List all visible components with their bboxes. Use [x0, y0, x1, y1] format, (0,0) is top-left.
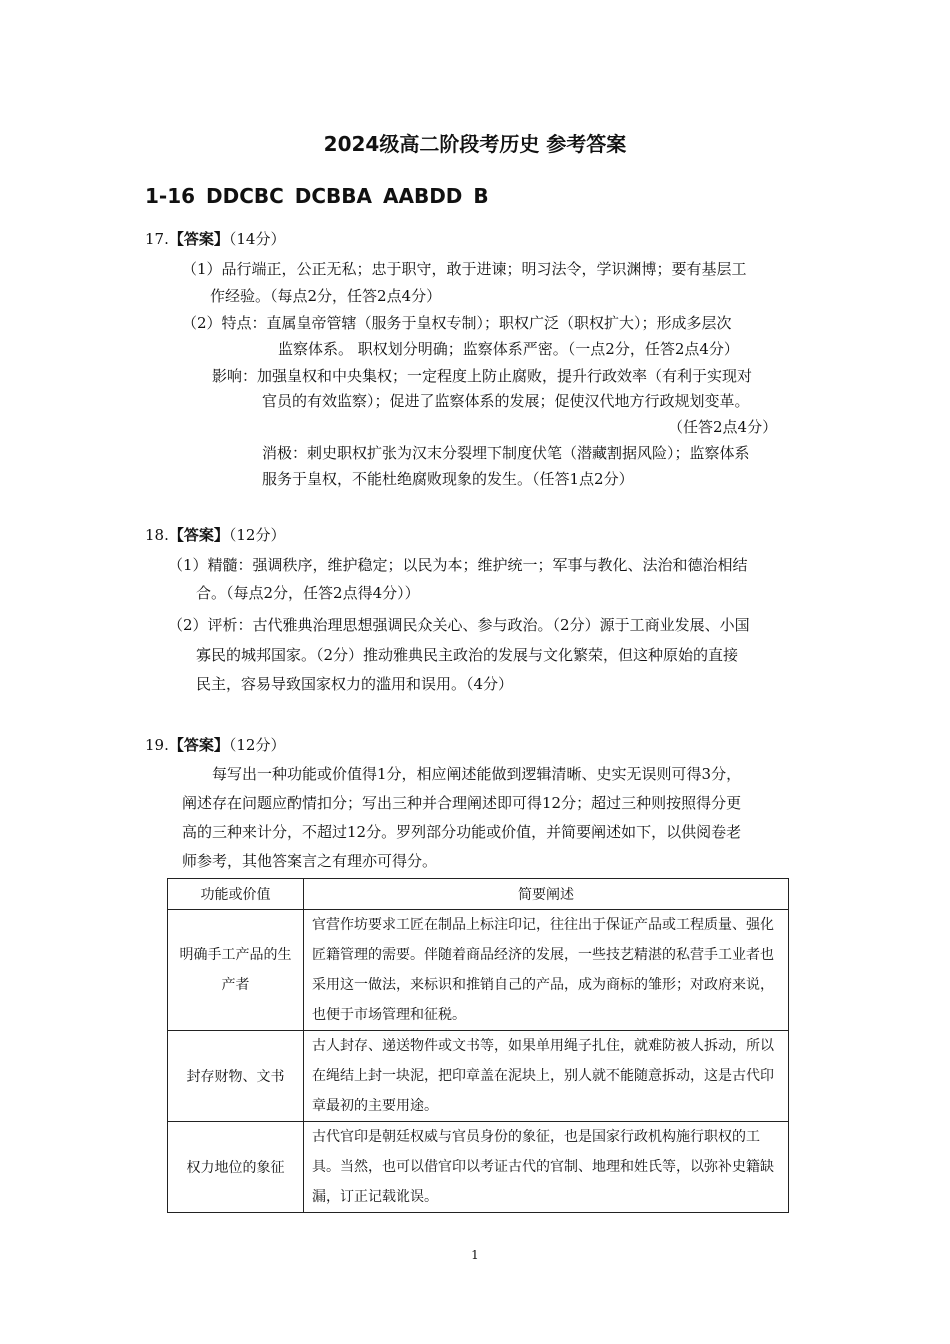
table-header-description: 简要阐述: [304, 879, 789, 910]
page-title: 2024级高二阶段考历史 参考答案: [323, 132, 627, 156]
q17-impact-line3: （任答2点4分）: [668, 418, 778, 436]
q19-header: [145, 735, 285, 755]
q18-part1-line1: （1）精髓：强调秩序，维护稳定；以民为本；维护统一；军事与教化、法治和德治相结: [168, 556, 748, 574]
table-cell-function: 封存财物、文书: [168, 1031, 304, 1122]
q19-intro-line3: 高的三种来计分，不超过12分。罗列部分功能或价值，并简要阐述如下，以供阅卷老: [182, 823, 742, 841]
multiple-choice-answers: 1-16 DDCBC DCBBA AABDD B: [145, 184, 489, 208]
page-number: 1: [471, 1248, 479, 1262]
q18-part2-line2: 寡民的城邦国家。（2分）推动雅典民主政治的发展与文化繁荣，但这种原始的直接: [196, 646, 739, 664]
function-value-table: [167, 878, 789, 1213]
q17-part1-line1: （1）品行端正，公正无私；忠于职守，敢于进谏；明习法令，学识渊博；要有基层工: [182, 260, 747, 278]
q17-part2-line1: （2）特点：直属皇帝管辖（服务于皇权专制）；职权广泛（职权扩大）；形成多层次: [182, 314, 732, 332]
q17-number: 17.: [145, 230, 169, 248]
q18-number: 18.: [145, 526, 169, 544]
q17-part2-line2: 监察体系。 职权划分明确；监察体系严密。（一点2分，任答2点4分）: [278, 340, 739, 358]
table-cell-description: 古人封存、递送物件或文书等，如果单用绳子扎住，就难防被人拆动，所以在绳结上封一块泥，把印章盖在泥块上，别人就不能随意拆动，这是古代印章最初的主要用途。: [304, 1031, 789, 1122]
q17-answer-label: 【答案】: [168, 230, 229, 248]
q18-part1-line2: 合。（每点2分，任答2点得4分））: [196, 584, 420, 602]
table-row: [168, 1122, 789, 1213]
q17-impact-line1: 影响：加强皇权和中央集权；一定程度上防止腐败，提升行政效率（有利于实现对: [212, 367, 753, 385]
q17-negative-line1: 消极：刺史职权扩张为汉末分裂埋下制度伏笔（潜藏割据风险）；监察体系: [262, 444, 750, 462]
q18-part2-line3: 民主，容易导致国家权力的滥用和误用。（4分）: [196, 675, 514, 693]
q17-header: [145, 229, 285, 249]
table-cell-description: 官营作坊要求工匠在制品上标注印记，往往出于保证产品或工程质量、强化匠籍管理的需要。伴随着商品经济的发展，一些技艺精湛的私营手工业者也采用这一做法，来标识和推销自己的产品，成为商标的雏形；对政府来说，也便于市场管理和征税。: [304, 910, 789, 1031]
table-header-row: [168, 879, 789, 910]
q19-intro-line1: 每写出一种功能或价值得1分，相应阐述能做到逻辑清晰、史实无误则可得3分，: [212, 765, 742, 783]
q18-header: [145, 525, 285, 545]
q17-impact-line2: 官员的有效监察）；促进了监察体系的发展；促使汉代地方行政规划变革。: [262, 392, 750, 410]
table-header-function: 功能或价值: [168, 879, 304, 910]
q17-negative-line2: 服务于皇权，不能杜绝腐败现象的发生。（任答1点2分）: [262, 470, 634, 488]
q17-part1-line2: 作经验。（每点2分，任答2点4分）: [210, 287, 442, 305]
q19-intro-line2: 阐述存在问题应酌情扣分；写出三种并合理阐述即可得12分；超过三种则按照得分更: [182, 794, 742, 812]
table-cell-description: 古代官印是朝廷权威与官员身份的象征，也是国家行政机构施行职权的工具。当然，也可以借官印以考证古代的官制、地理和姓氏等，以弥补史籍缺漏，订正记载讹误。: [304, 1122, 789, 1213]
q19-score: （12分）: [228, 736, 286, 754]
table-row: [168, 910, 789, 1031]
table-row: [168, 1031, 789, 1122]
table-cell-function: 权力地位的象征: [168, 1122, 304, 1213]
q17-score: （14分）: [228, 230, 286, 248]
q19-number: 19.: [145, 736, 169, 754]
q18-score: （12分）: [228, 526, 286, 544]
q19-intro-line4: 师参考，其他答案言之有理亦可得分。: [182, 852, 438, 870]
q18-part2-line1: （2）评析：古代雅典治理思想强调民众关心、参与政治。（2分）源于工商业发展、小国: [168, 616, 750, 634]
table-cell-function: 明确手工产品的生产者: [168, 910, 304, 1031]
q18-answer-label: 【答案】: [168, 526, 229, 544]
q19-answer-label: 【答案】: [168, 736, 229, 754]
